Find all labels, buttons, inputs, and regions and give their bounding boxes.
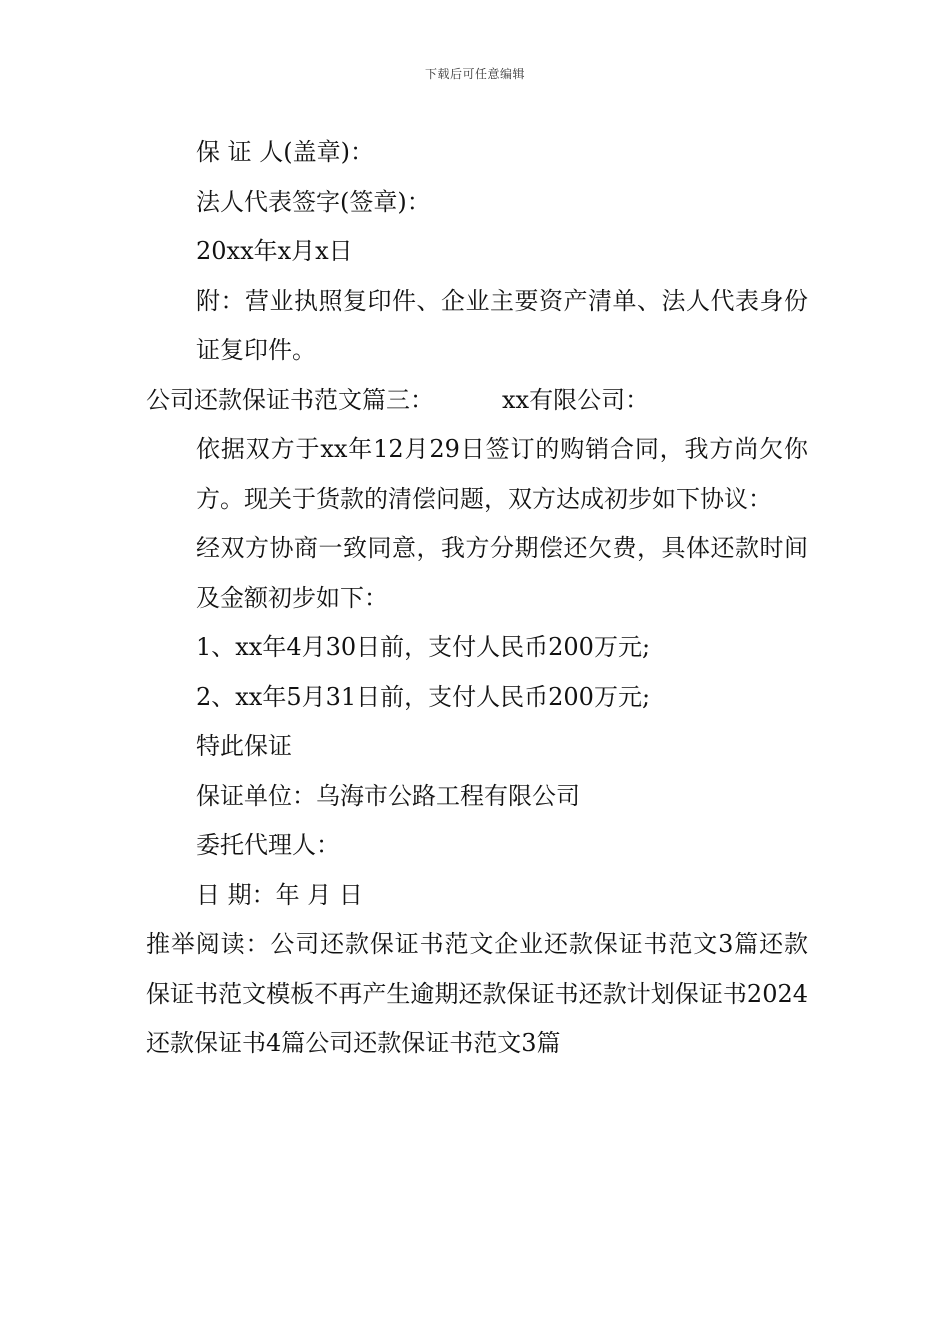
header-note: 下载后可任意编辑 [424,67,525,81]
guarantor-line: 保 证 人(盖章)： [196,138,374,166]
paragraph-contract: 依据双方于xx年12月29日签订的购销合同，我方尚欠你方。现关于货款的清偿问题，双方达成初步如下协议： [196,435,808,513]
legal-rep-signature-line: 法人代表签字(签章)： [196,187,431,216]
attachments-paragraph: 附：营业执照复印件、企业主要资产清单、法人代表身份证复印件。 [196,286,808,364]
date-line: 20xx年x月x日 [196,237,353,265]
agent-line: 委托代理人： [196,831,340,859]
date-blank-line: 日 期：年 月 日 [196,880,363,909]
installment-item-2: 2、xx年5月31日前，支付人民币200万元; [196,682,651,711]
recommended-reading: 推举阅读：公司还款保证书范文企业还款保证书范文3篇还款保证书范文模板不再产生逾期还款保证书还款计划保证书2024还款保证书4篇公司还款保证书范文3篇 [146,930,808,1057]
section-heading-line [146,376,808,426]
installment-item-1: 1、xx年4月30日前，支付人民币200万元; [196,633,651,661]
section-title: 公司还款保证书范文篇三： [146,385,434,414]
addressee: xx有限公司： [502,385,650,414]
document-body [146,128,808,1069]
closing-line: 特此保证 [196,732,292,760]
paragraph-installments: 经双方协商一致同意，我方分期偿还欠费，具体还款时间及金额初步如下： [196,534,808,612]
guarantor-unit-line: 保证单位：乌海市公路工程有限公司 [196,781,580,810]
